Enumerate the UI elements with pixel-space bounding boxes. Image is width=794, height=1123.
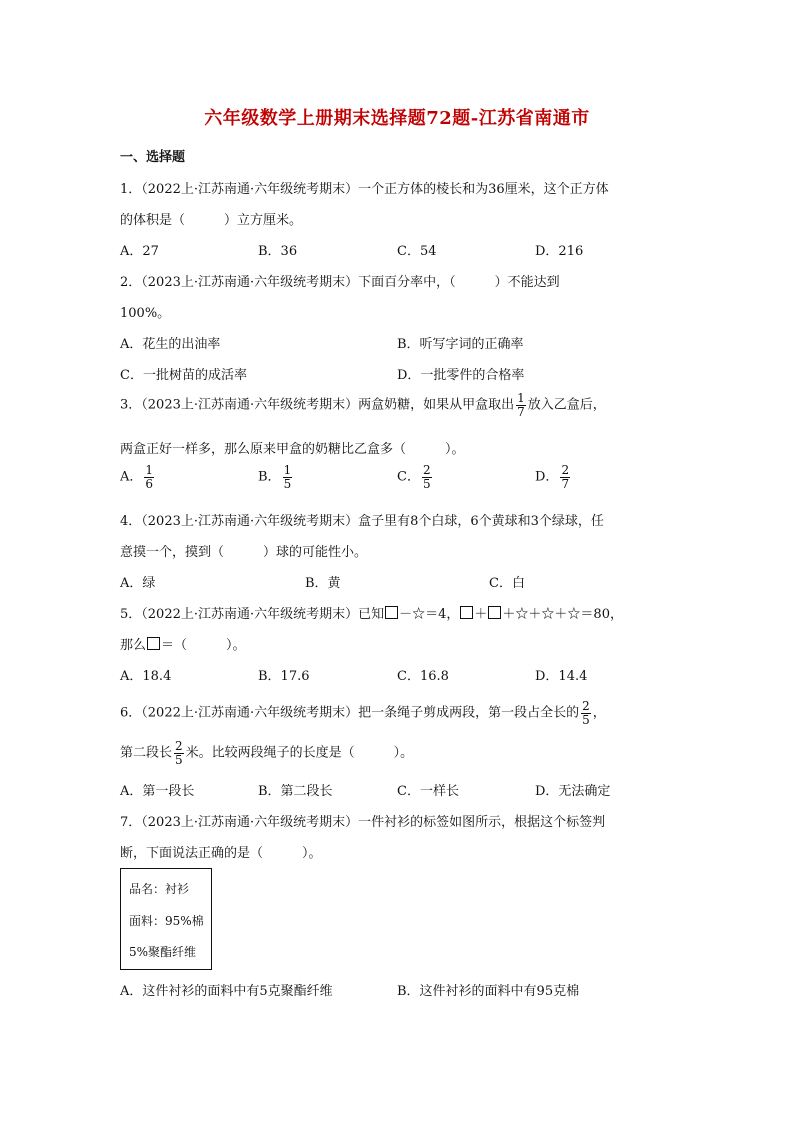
square-symbol [385, 606, 398, 619]
q1-line1: 1．（2022上·江苏南通·六年级统考期末）一个正方体的棱长和为36厘米，这个正方体 [120, 182, 609, 197]
q3-line1-tail: 放入乙盒后， [527, 397, 606, 413]
q5-line2 [120, 634, 246, 653]
q6-line2 [120, 740, 413, 766]
q6-option-d[interactable]: D．无法确定 [535, 784, 611, 799]
option-label: C． [397, 469, 420, 485]
q6-line2-tail: 米。比较两段绳子的长度是（ ）。 [185, 745, 414, 761]
q5-option-d[interactable]: D．14.4 [535, 669, 588, 684]
shirt-label-box [120, 868, 212, 970]
q5-option-a[interactable]: A．18.4 [120, 669, 172, 684]
q4-option-a[interactable]: A．绿 [120, 576, 156, 591]
section-heading: 一、选择题 [120, 150, 186, 165]
fraction-denominator: 7 [517, 404, 525, 419]
q6-option-a[interactable]: A．第一段长 [120, 784, 195, 799]
fraction-denominator: 5 [582, 712, 590, 727]
q5-line2-text: 那么 [120, 638, 147, 653]
q1-line2: 的体积是（ ）立方厘米。 [120, 213, 303, 228]
square-symbol [488, 606, 501, 619]
q6-option-c[interactable]: C．一样长 [397, 784, 459, 799]
fraction-numerator: 1 [517, 391, 525, 405]
square-symbol [460, 606, 473, 619]
q7-option-b[interactable]: B．这件衬衫的面料中有95克棉 [397, 984, 580, 999]
fraction-numerator: 2 [175, 739, 183, 753]
q5-expr1: －☆＝4， [399, 607, 460, 622]
q2-option-c[interactable]: C．一批树苗的成活率 [120, 368, 247, 383]
option-fraction [560, 464, 570, 490]
q7-line2: 断，下面说法正确的是（ ）。 [120, 846, 322, 861]
fraction-denominator: 5 [422, 476, 431, 491]
q5-option-b[interactable]: B．17.6 [258, 669, 310, 684]
q6-line1-text: 6．（2022上·江苏南通·六年级统考期末）把一条绳子剪成两段，第一段占全长的 [120, 705, 580, 721]
label-product-name: 品名：衬衫 [129, 882, 190, 896]
q2-line1: 2．（2023上·江苏南通·六年级统考期末）下面百分率中，（ ）不能达到 [120, 275, 560, 290]
option-fraction [422, 464, 432, 490]
fraction-denominator: 5 [175, 752, 183, 767]
q1-option-c[interactable]: C．54 [397, 244, 437, 259]
q5-expr2: ＋☆＋☆＋☆＝80， [502, 607, 623, 622]
q3-option-d[interactable] [535, 464, 572, 490]
q1-option-a[interactable]: A．27 [120, 244, 159, 259]
q5-line1-text: 5．（2022上·江苏南通·六年级统考期末）已知 [120, 607, 385, 622]
q3-fraction [516, 392, 526, 418]
q3-line1-text: 3．（2023上·江苏南通·六年级统考期末）两盒奶糖，如果从甲盒取出 [120, 397, 515, 413]
q6-line1-tail: ， [592, 705, 606, 721]
q2-option-d[interactable]: D．一批零件的合格率 [397, 368, 525, 383]
q5-line1 [120, 603, 623, 622]
fraction-numerator: 1 [283, 463, 292, 477]
fraction-numerator: 2 [582, 699, 590, 713]
option-fraction [283, 464, 293, 490]
q3-option-b[interactable] [258, 464, 294, 490]
fraction-numerator: 2 [422, 463, 431, 477]
q3-option-c[interactable] [397, 464, 434, 490]
q5-plus: ＋ [474, 607, 488, 622]
q6-fraction-1 [581, 700, 591, 726]
q4-line2: 意摸一个，摸到（ ）球的可能性小。 [120, 545, 368, 560]
q6-line1 [120, 700, 606, 726]
q4-option-b[interactable]: B．黄 [305, 576, 341, 591]
option-label: A． [120, 469, 143, 485]
q6-line2-text: 第二段长 [120, 745, 173, 761]
q3-line1 [120, 392, 606, 418]
fraction-denominator: 6 [145, 476, 154, 491]
q3-line2: 两盒正好一样多，那么原来甲盒的奶糖比乙盒多（ ）。 [120, 442, 465, 457]
fraction-numerator: 1 [145, 463, 154, 477]
q4-option-c[interactable]: C．白 [489, 576, 525, 591]
option-fraction [144, 464, 154, 490]
q1-option-d[interactable]: D．216 [535, 244, 584, 259]
q4-line1: 4．（2023上·江苏南通·六年级统考期末）盒子里有8个白球，6个黄球和3个绿球，任 [120, 514, 604, 529]
fraction-denominator: 7 [561, 476, 570, 491]
q1-option-b[interactable]: B．36 [258, 244, 298, 259]
option-label: D． [535, 469, 559, 485]
q6-fraction-2 [174, 740, 184, 766]
q2-line2: 100%。 [120, 306, 171, 321]
fraction-numerator: 2 [561, 463, 570, 477]
q2-option-a[interactable]: A．花生的出油率 [120, 337, 221, 352]
document-title: 六年级数学上册期末选择题72题-江苏省南通市 [204, 108, 590, 129]
q5-line2-tail: ＝（ ）。 [161, 638, 246, 653]
q6-option-b[interactable]: B．第二段长 [258, 784, 333, 799]
q3-option-a[interactable] [120, 464, 156, 490]
label-fiber: 5%聚酯纤维 [129, 945, 197, 959]
q5-option-c[interactable]: C．16.8 [397, 669, 449, 684]
q2-option-b[interactable]: B．听写字词的正确率 [397, 337, 524, 352]
option-label: B． [258, 469, 281, 485]
q7-line1: 7．（2023上·江苏南通·六年级统考期末）一件衬衫的标签如图所示，根据这个标签判 [120, 815, 606, 830]
label-fabric: 面料：95%棉 [129, 914, 204, 928]
q7-option-a[interactable]: A．这件衬衫的面料中有5克聚酯纤维 [120, 984, 333, 999]
fraction-denominator: 5 [283, 476, 292, 491]
square-symbol [147, 637, 160, 650]
